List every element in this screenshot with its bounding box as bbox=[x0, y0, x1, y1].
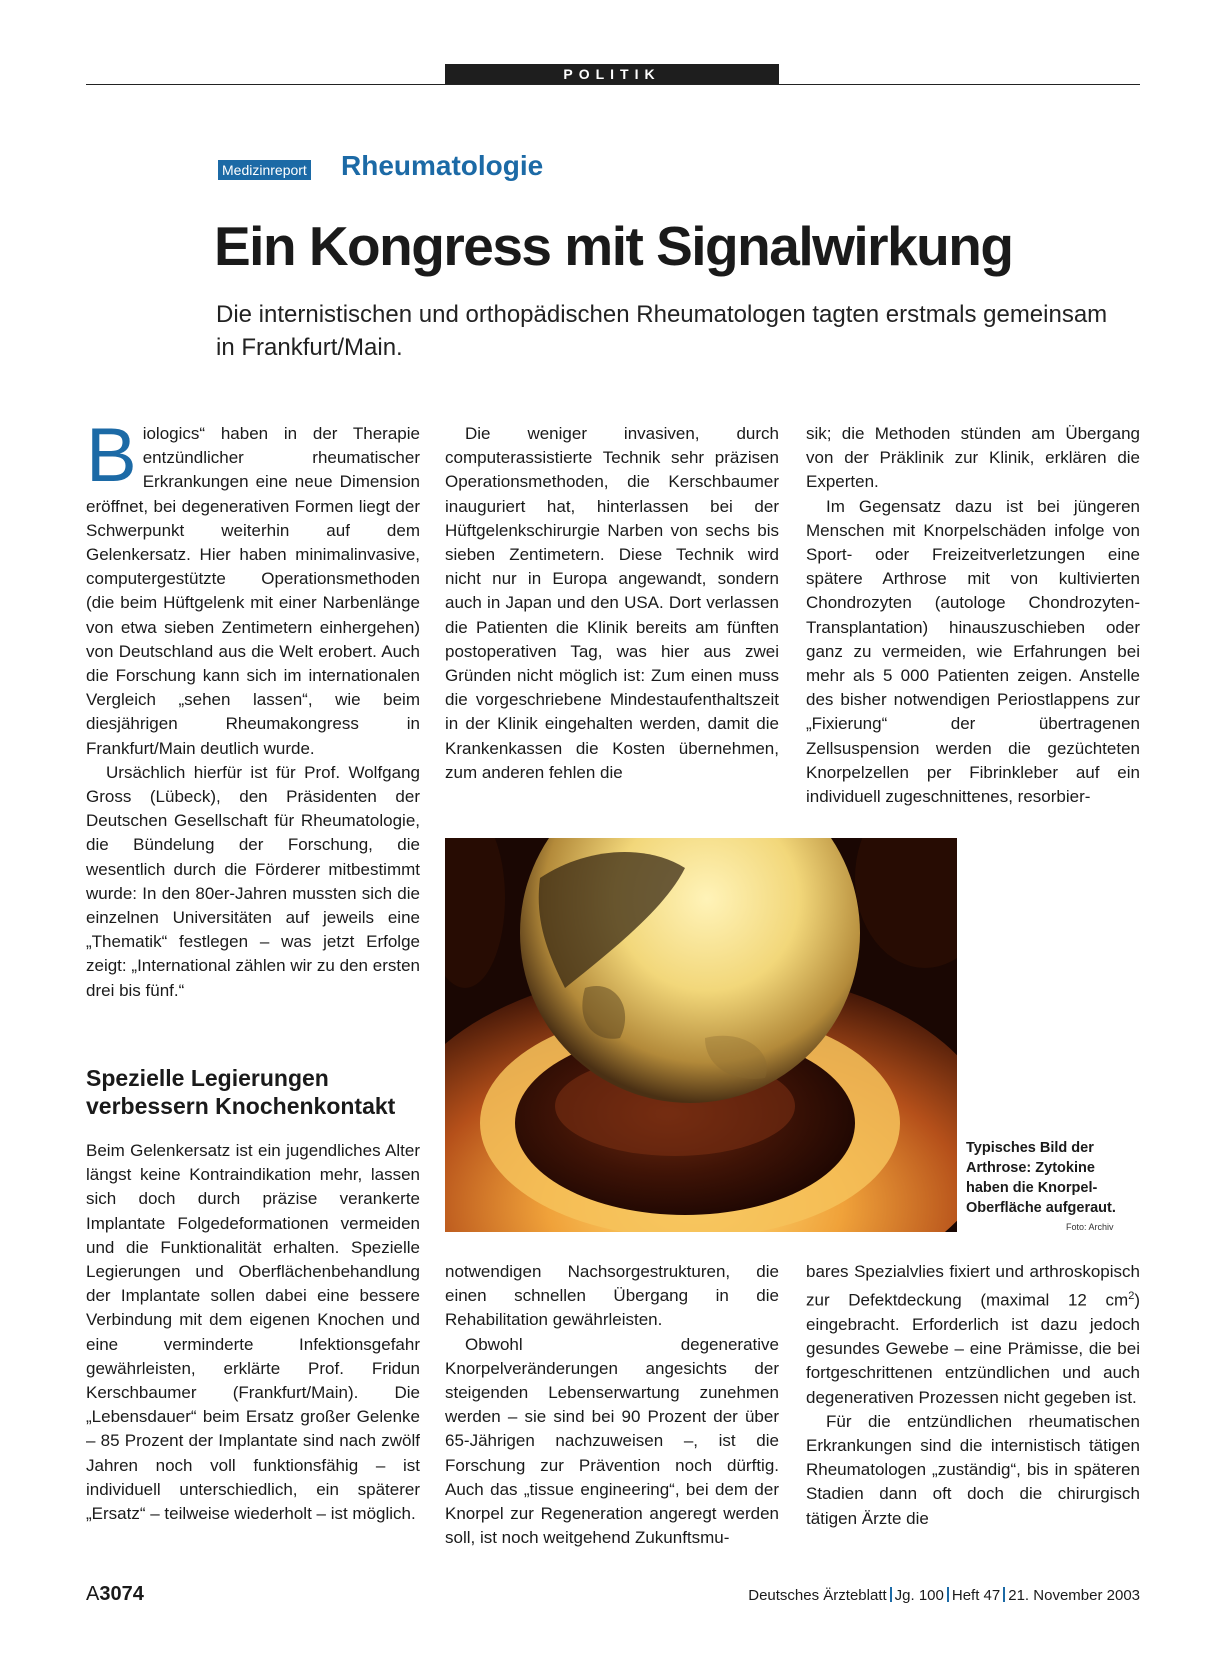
article-paragraph: Beim Gelenkersatz ist ein jugendliches Alter längst keine Kontraindikation mehr, lassen sich doch durch präzise verankerte Implantate Folgedeformationen vermeiden und die Funktionalität erhalten. Spezielle Legierungen und Oberflächenbehandlung der Implantate sollen dabei eine bessere Verbindung mit dem eigenen Knochen und eine verminderte Infektionsgefahr gewährleisten, erklärte Prof. Fridun Kerschbaumer (Frankfurt/Main). Die „Lebensdauer“ beim Ersatz großer Gelenke – 85 Prozent der Implantate sind nach zwölf Jahren noch voll funktionsfähig – ist individuell unterschiedlich, ein späterer „Ersatz“ – teilweise wiederholt – ist möglich. bbox=[86, 1141, 420, 1524]
article-paragraph: Die weniger invasiven, durch computerassistierte Technik sehr präzisen Operationsmethoden, die Kerschbaumer inauguriert hat, hinterlassen bei der Hüftgelenkschirurgie Narben von sechs bis sieben Zentimetern. Diese Technik wird nicht nur in Europa angewandt, sondern auch in Japan und den USA. Dort verlassen die Patienten die Klinik bereits am fünften postoperativen Tag, was hier aus zwei Gründen nicht möglich ist: Zum einen muss die vorgeschriebene Mindestaufenthaltszeit in der Klinik eingehalten werden, damit die Krankenkassen die Kosten übernehmen, zum anderen fehlen die bbox=[445, 424, 779, 782]
article-paragraph: notwendigen Nachsorgestrukturen, die einen schnellen Übergang in die Rehabilitation gewährleisten. bbox=[445, 1262, 779, 1330]
footer-citation bbox=[748, 1587, 1140, 1604]
page-number bbox=[86, 1583, 144, 1606]
subline: Die internistischen und orthopädischen Rheumatologen tagten erstmals gemeinsam in Frankfurt/Main. bbox=[216, 301, 1108, 361]
article-paragraph: Obwohl degenerative Knorpelveränderungen angesichts der steigenden Lebenserwartung zunehmen werden – sie sind bei 90 Prozent der über 65-Jährigen nachzuweisen –, ist die Forschung zur Prävention noch dürftig. Auch das „tissue engineering“, bei dem der Knorpel zur Regeneration angeregt werden soll, ist noch weitgehend Zukunftsmu- bbox=[445, 1334, 779, 1548]
article-paragraph bbox=[806, 1260, 1140, 1410]
separator bbox=[1003, 1587, 1005, 1602]
article-paragraph bbox=[86, 413, 420, 761]
photo-credit: Foto: Archiv bbox=[1066, 1222, 1114, 1232]
header-rule bbox=[86, 84, 1140, 85]
section-subhead: Spezielle Legierungen verbessern Knochenkontakt bbox=[86, 1065, 396, 1119]
article-paragraph: sik; die Methoden stünden am Übergang von der Präklinik zur Klinik, erklären die Experten. bbox=[806, 424, 1140, 492]
figure-caption: Typisches Bild der Arthrose: Zytokine haben die Knorpel-Oberfläche aufgeraut. bbox=[966, 1140, 1116, 1216]
paragraph-text: ) eingebracht. Erforderlich ist dazu jedoch gesundes Gewebe – eine Prämisse, die bei fortgeschrittenen entzündlichen und auch degenerativen Prozessen nicht gegeben ist. bbox=[806, 1290, 1140, 1407]
article-column-2 bbox=[445, 422, 779, 785]
kicker-topic: Rheumatologie bbox=[341, 150, 544, 181]
page-prefix: A bbox=[86, 1583, 100, 1605]
page-number-value: 3074 bbox=[99, 1583, 144, 1605]
article-paragraph: Ursächlich hierfür ist für Prof. Wolfgang Gross (Lübeck), den Präsidenten der Deutschen Gesellschaft für Rheumatologie, die Bündelung der Forschung, die wesentlich durch die Förderer mitbestimmt wurde: In den 80er-Jahren mussten sich die einzelnen Universitäten auf jeweils eine „Thematik“ festlegen – was jetzt Erfolge zeigt: „International zählen wir zu den ersten drei bis fünf.“ bbox=[86, 762, 420, 1000]
article-column-3 bbox=[806, 422, 1140, 809]
separator bbox=[947, 1587, 949, 1602]
headline: Ein Kongress mit Signalwirkung bbox=[214, 215, 1013, 277]
superscript: 2 bbox=[1128, 1290, 1135, 1303]
issue-date: 21. November 2003 bbox=[1008, 1587, 1140, 1604]
article-column-1-lower bbox=[86, 1139, 420, 1526]
drop-cap: B bbox=[86, 413, 137, 498]
article-column-3-lower bbox=[806, 1260, 1140, 1531]
paragraph-text: bares Spezialvlies fixiert und arthroskopisch zur Defektdeckung (maximal 12 cm bbox=[806, 1262, 1140, 1310]
arthrosis-photo bbox=[445, 838, 957, 1232]
kicker-badge: Medizinreport bbox=[218, 160, 311, 180]
article-column-1 bbox=[86, 413, 420, 1003]
journal-name: Deutsches Ärzteblatt bbox=[748, 1587, 887, 1604]
article-column-2-lower bbox=[445, 1260, 779, 1550]
paragraph-text: iologics“ haben in der Therapie entzündlicher rheumatischer Erkrankungen eine neue Dimension eröffnet, bei degenerativen Formen liegt der Schwerpunkt weiterhin auf dem Gelenkersatz. Hier haben minimalinvasive, computergestützte Operationsmethoden (die beim Hüftgelenk mit einer Narbenlänge von etwa sieben Zentimetern einhergehen) von Deutschland aus die Welt erobert. Auch die Forschung kann sich im internationalen Vergleich „sehen lassen“, wie beim diesjährigen Rheumakongress in Frankfurt/Main deutlich wurde. bbox=[86, 424, 420, 758]
separator bbox=[890, 1587, 892, 1602]
volume: Jg. 100 bbox=[894, 1587, 944, 1604]
article-paragraph: Im Gegensatz dazu ist bei jüngeren Menschen mit Knorpelschäden infolge von Sport- oder Freizeitverletzungen eine spätere Arthrose mit von kultivierten Chondrozyten (autologe Chondrozyten-Transplantation) hinauszuschieben oder ganz zu vermeiden, wie Erfahrungen bei mehr als 5 000 Patienten zeigen. Anstelle des bisher notwendigen Periostlappens zur „Fixierung“ der übertragenen Zellsuspension werden die gezüchteten Knorpelzellen per Fibrinkleber auf ein individuell zugeschnittenes, resorbier- bbox=[806, 496, 1140, 807]
issue: Heft 47 bbox=[951, 1587, 1001, 1604]
section-label: POLITIK bbox=[445, 64, 779, 85]
article-paragraph: Für die entzündlichen rheumatischen Erkrankungen sind die internistisch tätigen Rheumatologen „zuständig“, bis in späteren Stadien dann oft doch die chirurgisch tätigen Ärzte die bbox=[806, 1411, 1140, 1528]
